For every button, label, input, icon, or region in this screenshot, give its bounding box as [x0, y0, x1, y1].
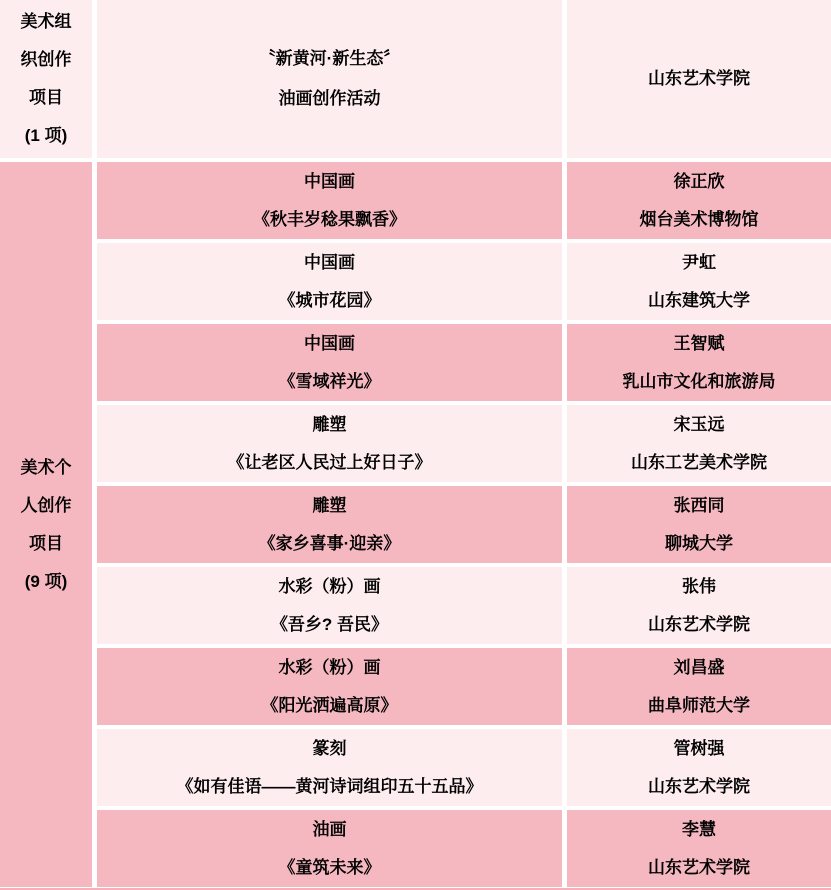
author-name: 徐正欣 [673, 171, 725, 191]
work-cell [97, 567, 562, 644]
author-unit: 乳山市文化和旅游局 [622, 371, 776, 391]
work-type: 水彩（粉）画 [278, 576, 381, 596]
author-name: 王智赋 [673, 333, 725, 353]
work-type: 中国画 [304, 252, 355, 272]
work-title: 《童筑未来》 [278, 857, 381, 877]
author-name: 刘昌盛 [673, 657, 725, 677]
author-unit: 曲阜师范大学 [648, 695, 750, 715]
individual-category-line: 项目 [29, 533, 63, 553]
work-title: 《城市花园》 [278, 290, 381, 310]
work-cell [97, 324, 562, 401]
org-unit-cell [567, 0, 831, 158]
work-cell [97, 162, 562, 239]
author-name: 尹虹 [682, 252, 716, 272]
work-cell [97, 729, 562, 806]
work-title: 《家乡喜事·迎亲》 [258, 533, 401, 553]
author-cell [567, 324, 831, 401]
author-unit: 山东艺术学院 [648, 614, 750, 634]
work-type: 中国画 [304, 171, 355, 191]
author-name: 李慧 [682, 819, 716, 839]
org-project-activity-line: 油画创作活动 [278, 89, 381, 108]
org-project-name-line: 〝新黄河·新生态〞 [258, 49, 401, 68]
individual-section-category-cell [0, 162, 92, 887]
work-title: 《吾乡? 吾民》 [270, 614, 389, 634]
work-title: 《秋丰岁稔果飘香》 [253, 209, 406, 229]
org-unit: 山东艺术学院 [648, 69, 750, 88]
work-cell [97, 810, 562, 887]
author-cell [567, 405, 831, 482]
org-category-line: 织创作 [20, 50, 72, 69]
work-type: 雕塑 [312, 495, 347, 515]
individual-category-line: 美术个 [20, 457, 72, 477]
individual-category-line: (9 项) [24, 571, 68, 591]
author-name: 张西同 [673, 495, 725, 515]
work-type: 雕塑 [312, 414, 347, 434]
individual-category-line: 人创作 [20, 495, 72, 515]
author-cell [567, 810, 831, 887]
author-unit: 山东艺术学院 [648, 776, 750, 796]
work-cell [97, 243, 562, 320]
author-name: 管树强 [673, 738, 725, 758]
author-cell [567, 486, 831, 563]
author-name: 张伟 [682, 576, 716, 596]
author-unit: 聊城大学 [665, 533, 733, 553]
work-cell [97, 486, 562, 563]
work-title: 《让老区人民过上好日子》 [227, 452, 432, 472]
author-cell [567, 729, 831, 806]
work-title: 《阳光洒遍高原》 [261, 695, 398, 715]
work-type: 中国画 [304, 333, 355, 353]
author-name: 宋玉远 [673, 414, 725, 434]
author-unit: 山东艺术学院 [648, 857, 750, 877]
work-type: 篆刻 [312, 738, 347, 758]
author-cell [567, 243, 831, 320]
author-unit: 山东建筑大学 [648, 290, 750, 310]
work-title: 《雪域祥光》 [278, 371, 381, 391]
author-cell [567, 567, 831, 644]
org-project-cell [97, 0, 562, 158]
work-title: 《如有佳语——黄河诗词组印五十五品》 [176, 776, 483, 796]
author-cell [567, 648, 831, 725]
work-type: 水彩（粉）画 [278, 657, 381, 677]
org-category-line: (1 项) [24, 126, 68, 145]
org-category-line: 美术组 [20, 12, 72, 31]
author-unit: 烟台美术博物馆 [639, 209, 759, 229]
work-type: 油画 [312, 819, 347, 839]
author-cell [567, 162, 831, 239]
org-section-category-cell [0, 0, 92, 158]
author-unit: 山东工艺美术学院 [631, 452, 767, 472]
org-category-line: 项目 [29, 88, 63, 107]
work-cell [97, 405, 562, 482]
work-cell [97, 648, 562, 725]
